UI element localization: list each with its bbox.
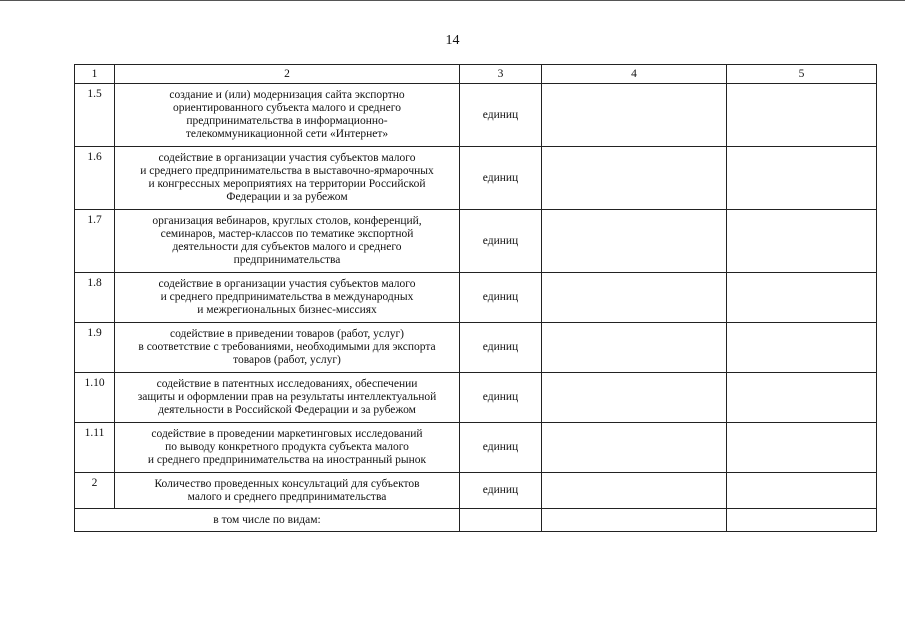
row-value-cell-5 — [727, 273, 877, 323]
row-description-cell: содействие в приведении товаров (работ, услуг) в соответствие с требованиями, необходимыми для экспорта товаров (работ, услуг) — [115, 323, 460, 373]
row-value-cell-5 — [727, 423, 877, 473]
subtotal-label: в том числе по видам: — [75, 509, 460, 532]
row-description-cell: организация вебинаров, круглых столов, конференций, семинаров, мастер-классов по тематике экспортной деятельности для субъектов малого и среднего предпринимательства — [115, 210, 460, 273]
row-number-cell: 1.7 — [75, 210, 115, 273]
header-cell: 1 — [75, 65, 115, 84]
header-cell: 5 — [727, 65, 877, 84]
row-number-cell: 1.8 — [75, 273, 115, 323]
row-description-cell: содействие в организации участия субъектов малого и среднего предпринимательства в международных и межрегиональных бизнес-миссиях — [115, 273, 460, 323]
table-row — [75, 84, 877, 147]
table-row — [75, 210, 877, 273]
table-row — [75, 323, 877, 373]
table-row — [75, 423, 877, 473]
row-value-cell-5 — [727, 373, 877, 423]
subtotal-row — [75, 509, 877, 532]
top-edge-rule — [0, 0, 905, 1]
row-unit-cell: единиц — [460, 210, 542, 273]
row-unit-cell: единиц — [460, 273, 542, 323]
row-value-cell-4 — [542, 84, 727, 147]
row-unit-cell: единиц — [460, 423, 542, 473]
row-description-cell: содействие в патентных исследованиях, обеспечении защиты и оформлении прав на результаты интеллектуальной деятельности в Российской Федерации и за рубежом — [115, 373, 460, 423]
row-description-cell: содействие в организации участия субъектов малого и среднего предпринимательства в выставочно-ярмарочных и конгрессных мероприятиях на территории Российской Федерации и за рубежом — [115, 147, 460, 210]
row-value-cell-4 — [542, 373, 727, 423]
header-cell: 3 — [460, 65, 542, 84]
row-value-cell-4 — [542, 273, 727, 323]
row-number-cell: 1.10 — [75, 373, 115, 423]
table-row — [75, 473, 877, 509]
row-value-cell-4 — [542, 473, 727, 509]
row-unit-cell: единиц — [460, 323, 542, 373]
row-unit-cell: единиц — [460, 84, 542, 147]
table-row — [75, 147, 877, 210]
table-header-row — [75, 65, 877, 84]
row-description-cell: создание и (или) модернизация сайта экспортно ориентированного субъекта малого и среднего предпринимательства в информационно- телекоммуникационной сети «Интернет» — [115, 84, 460, 147]
subtotal-cell-5 — [727, 509, 877, 532]
header-cell: 2 — [115, 65, 460, 84]
row-unit-cell: единиц — [460, 373, 542, 423]
row-number-cell: 1.9 — [75, 323, 115, 373]
subtotal-cell-4 — [542, 509, 727, 532]
row-value-cell-5 — [727, 323, 877, 373]
row-value-cell-4 — [542, 423, 727, 473]
row-unit-cell: единиц — [460, 147, 542, 210]
row-value-cell-4 — [542, 323, 727, 373]
table-row — [75, 273, 877, 323]
row-number-cell: 1.6 — [75, 147, 115, 210]
row-number-cell: 1.5 — [75, 84, 115, 147]
row-number-cell: 2 — [75, 473, 115, 509]
row-unit-cell: единиц — [460, 473, 542, 509]
row-value-cell-5 — [727, 473, 877, 509]
page-number: 14 — [445, 33, 460, 48]
row-number-cell: 1.11 — [75, 423, 115, 473]
row-value-cell-5 — [727, 210, 877, 273]
row-description-cell: содействие в проведении маркетинговых исследований по выводу конкретного продукта субъекта малого и среднего предпринимательства на иностранный рынок — [115, 423, 460, 473]
row-description-cell: Количество проведенных консультаций для субъектов малого и среднего предпринимательства — [115, 473, 460, 509]
table-row — [75, 373, 877, 423]
row-value-cell-4 — [542, 210, 727, 273]
row-value-cell-5 — [727, 84, 877, 147]
header-cell: 4 — [542, 65, 727, 84]
row-value-cell-5 — [727, 147, 877, 210]
row-value-cell-4 — [542, 147, 727, 210]
subtotal-cell-3 — [460, 509, 542, 532]
document-table — [74, 64, 877, 532]
